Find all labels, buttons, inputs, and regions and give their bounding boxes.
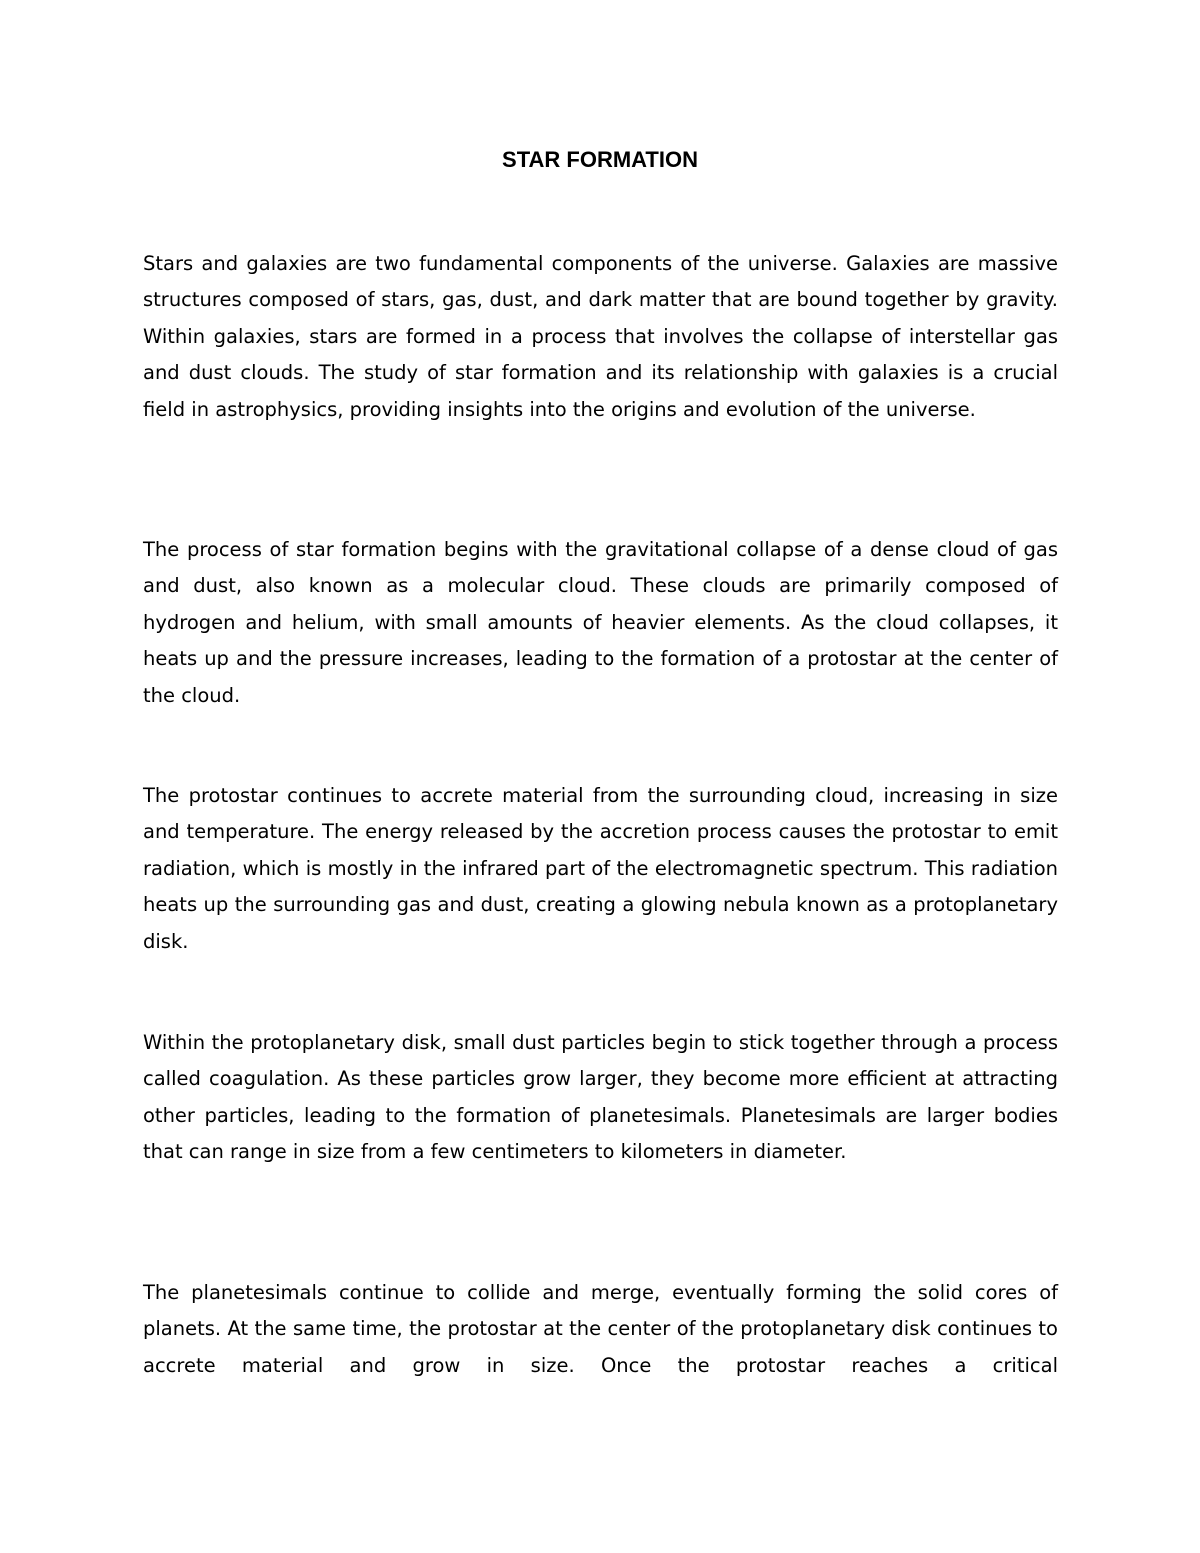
paragraph-collapse: The process of star formation begins with the gravitational collapse of a dense cloud of gas and dust, also known as a molecular cloud. These clouds are primarily composed of hydrogen and helium, with small amounts of heavier elements. As the cloud collapses, it heats up and the pressure increases, leading to the formation of a protostar at the center of the cloud. (143, 538, 1058, 707)
paragraph-planetesimals: Within the protoplanetary disk, small dust particles begin to stick together through a process called coagulation. As these particles grow larger, they become more efficient at attracting other particles, leading to the formation of planetesimals. Planetesimals are larger bodies that can range in size from a few centimeters to kilometers in diameter. (143, 1031, 1058, 1164)
paragraph-protostar: The protostar continues to accrete material from the surrounding cloud, increasing in size and temperature. The energy released by the accretion process causes the protostar to emit radiation, which is mostly in the infrared part of the electromagnetic spectrum. This radiation heats up the surrounding gas and dust, creating a glowing nebula known as a protoplanetary disk. (143, 784, 1058, 953)
paragraph-intro: Stars and galaxies are two fundamental components of the universe. Galaxies are massive structures composed of stars, gas, dust, and dark matter that are bound together by gravity. Within galaxies, stars are formed in a process that involves the collapse of interstellar gas and dust clouds. The study of star formation and its relationship with galaxies is a crucial field in astrophysics, providing insights into the origins and evolution of the universe. (143, 252, 1058, 421)
paragraph-planet-cores: The planetesimals continue to collide and merge, eventually forming the solid cores of planets. At the same time, the protostar at the center of the protoplanetary disk continues to accrete material and grow in size. Once the protostar reaches a critical (143, 1281, 1058, 1377)
document-title: STAR FORMATION (502, 147, 698, 172)
